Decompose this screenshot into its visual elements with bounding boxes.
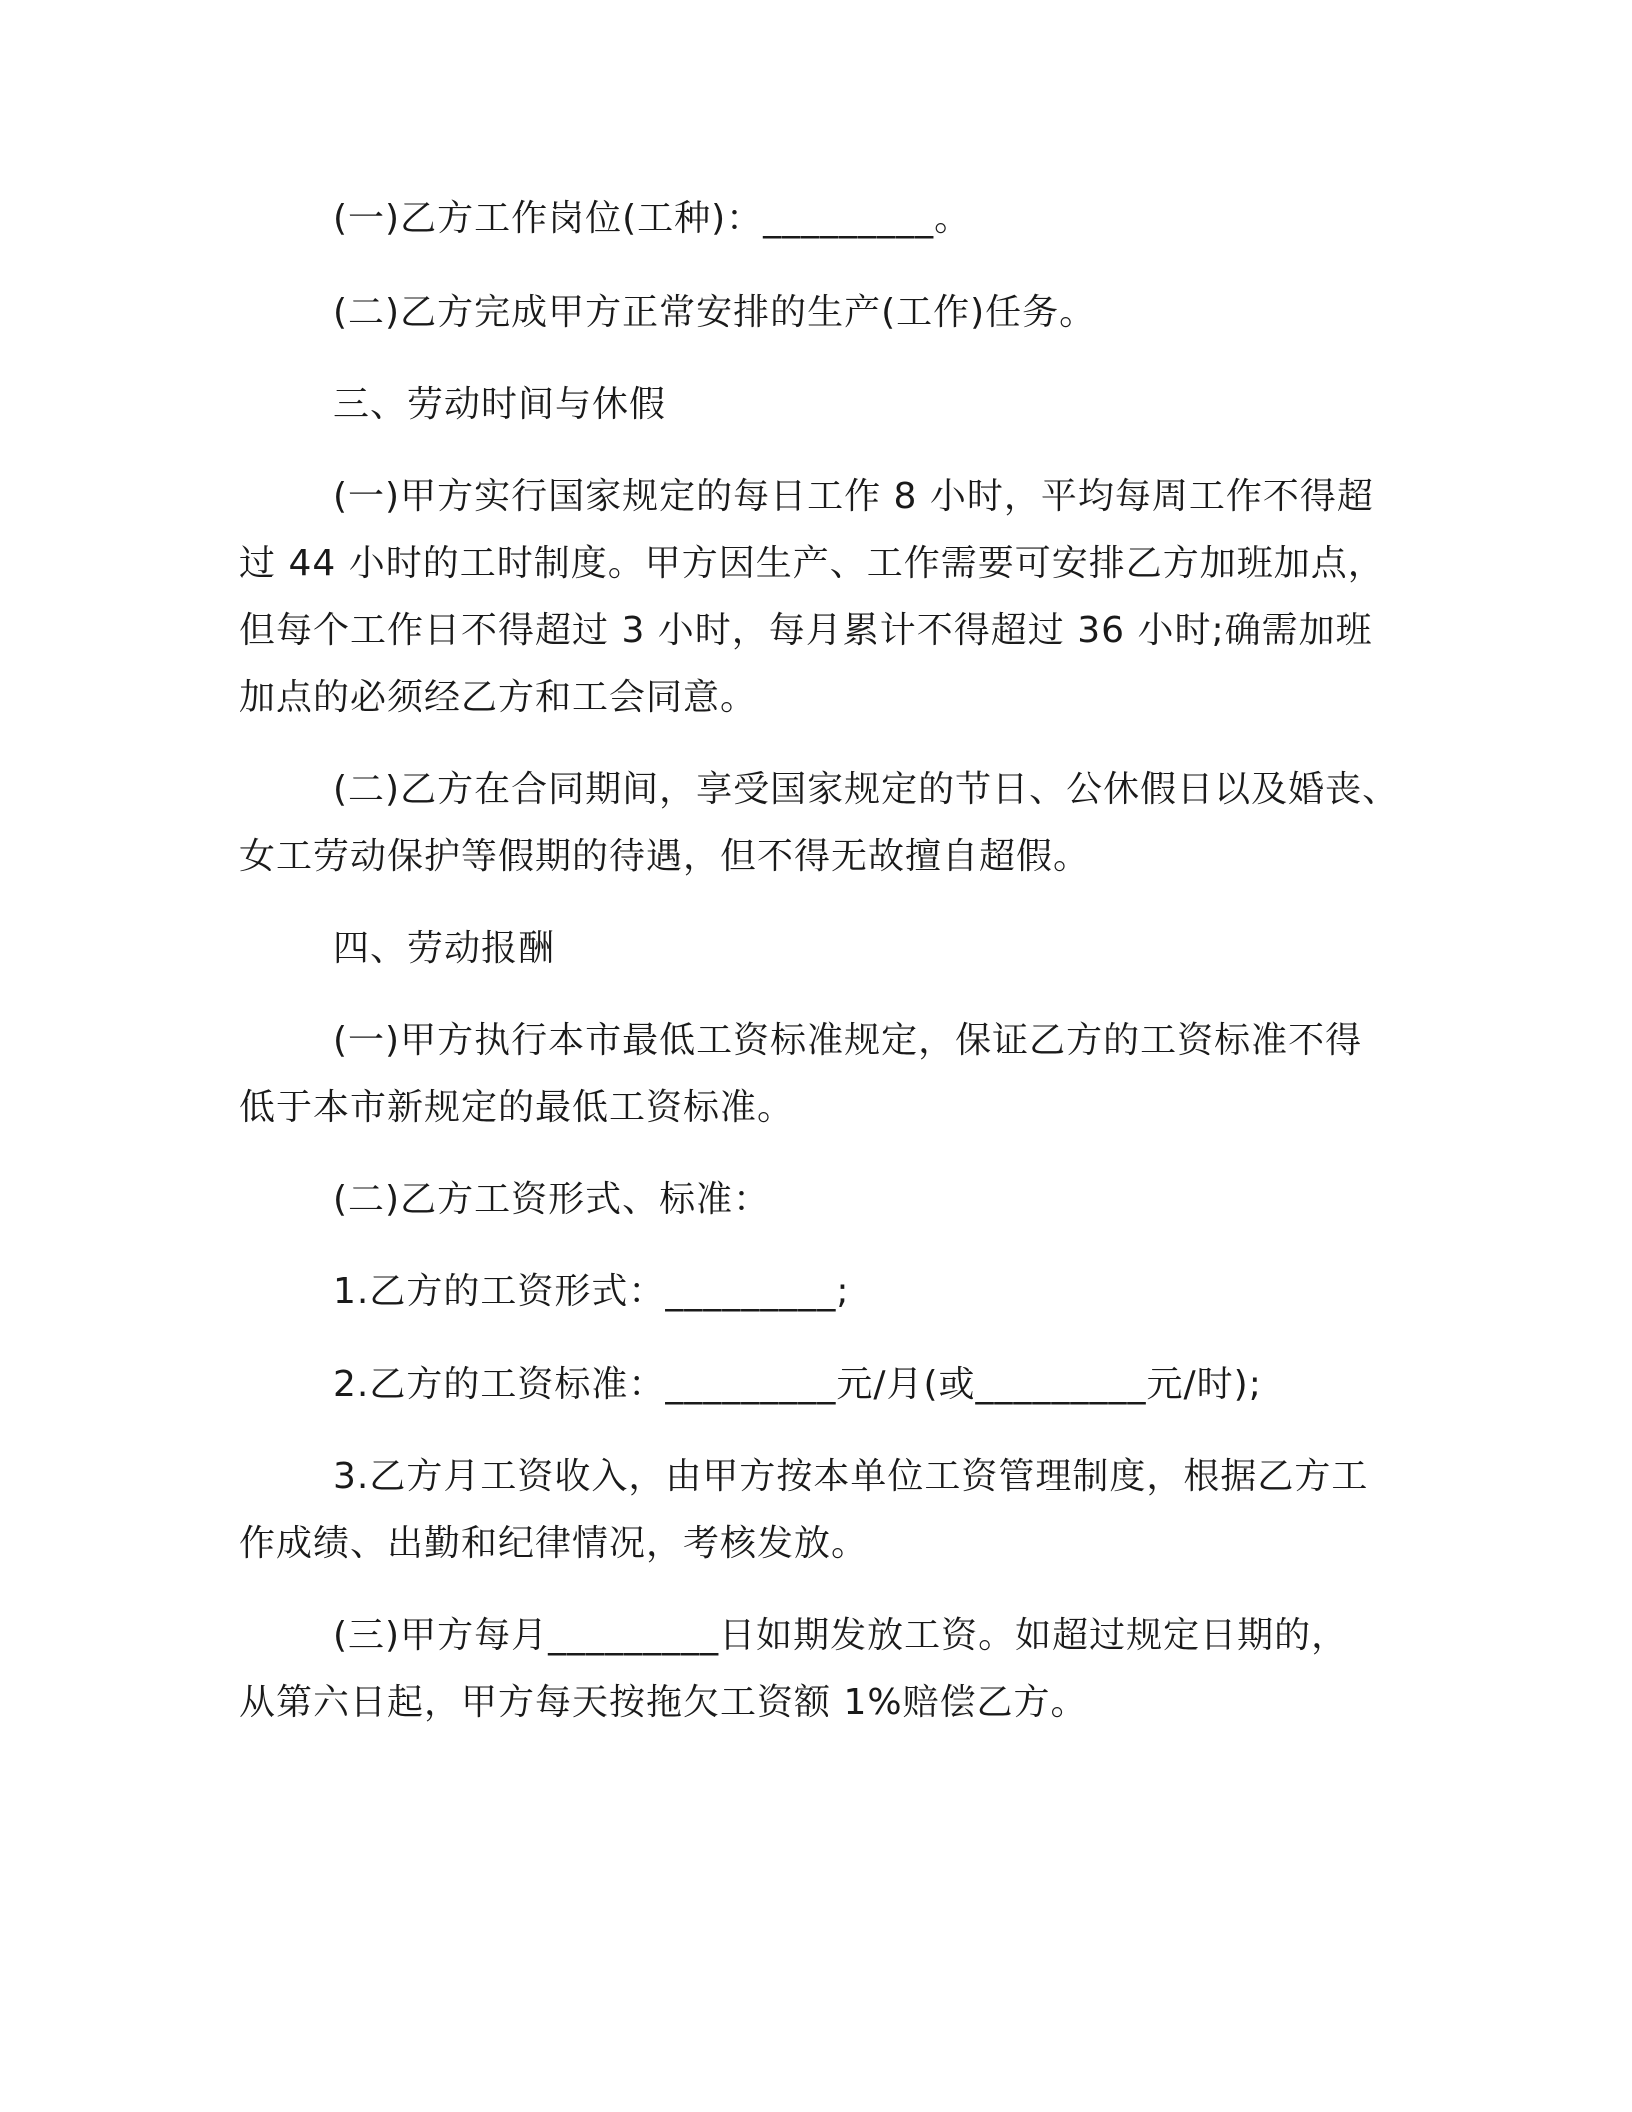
clause-3-1-line-1: (一)甲方实行国家规定的每日工作 8 小时，平均每周工作不得超 [333,476,1374,517]
clause-4-1-line-2: 低于本市新规定的最低工资标准。 [239,1087,795,1128]
wage-standard-item: 2.乙方的工资标准：_________元/月(或_________元/时); [333,1364,1262,1405]
clause-4-2-task: (二)乙方完成甲方正常安排的生产(工作)任务。 [333,292,1097,333]
clause-3-2-line-1: (二)乙方在合同期间，享受国家规定的节日、公休假日以及婚丧、 [333,769,1400,810]
clause-4-2-heading: (二)乙方工资形式、标准： [333,1179,771,1220]
clause-3-1-line-2: 过 44 小时的工时制度。甲方因生产、工作需要可安排乙方加班加点， [239,543,1385,584]
wage-form-item: 1.乙方的工资形式：_________; [333,1271,850,1312]
clause-4-3-line-2: 从第六日起，甲方每天按拖欠工资额 1%赔偿乙方。 [239,1682,1088,1723]
clause-3-2-line-2: 女工劳动保护等假期的待遇，但不得无故擅自超假。 [239,836,1091,877]
section-4-heading: 四、劳动报酬 [333,928,556,969]
clause-4-1-job-position: (一)乙方工作岗位(工种)：_________。 [333,198,972,239]
section-3-heading: 三、劳动时间与休假 [333,384,667,425]
clause-3-1-line-3: 但每个工作日不得超过 3 小时，每月累计不得超过 36 小时;确需加班 [239,610,1373,651]
clause-3-1-line-4: 加点的必须经乙方和工会同意。 [239,677,758,718]
clause-4-3-line-1: (三)甲方每月_________日如期发放工资。如超过规定日期的， [333,1615,1349,1656]
monthly-income-line-2: 作成绩、出勤和纪律情况，考核发放。 [239,1523,869,1564]
clause-4-1-line-1: (一)甲方执行本市最低工资标准规定，保证乙方的工资标准不得 [333,1020,1363,1061]
monthly-income-line-1: 3.乙方月工资收入，由甲方按本单位工资管理制度，根据乙方工 [333,1456,1369,1497]
